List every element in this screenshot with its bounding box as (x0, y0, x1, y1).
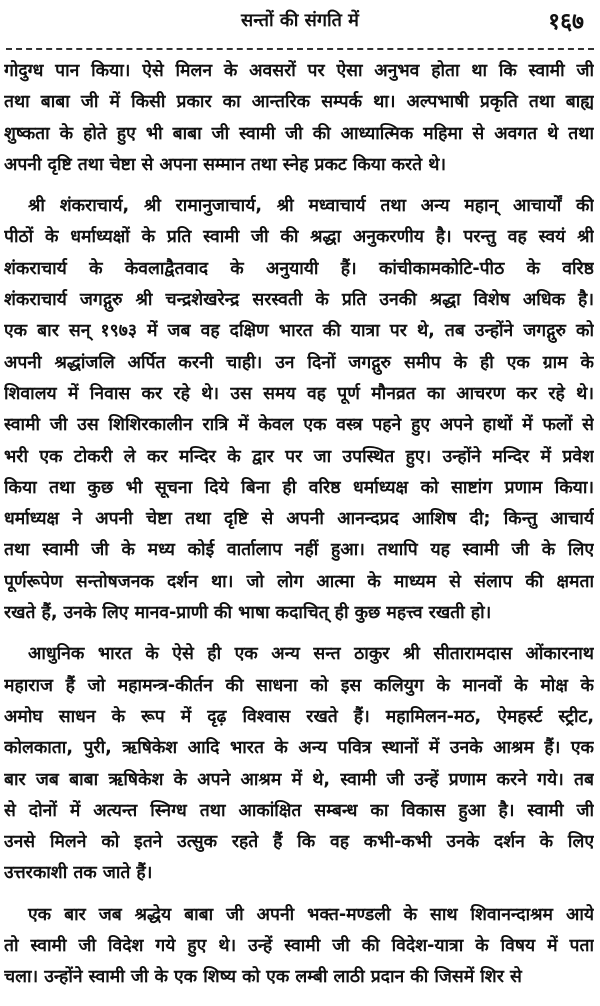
paragraph-gap (4, 890, 594, 900)
paragraph (4, 191, 594, 629)
text-line: शंकराचार्य के केवलाद्वैतवाद के अनुयायी हैं। कांचीकामकोटि-पीठ के वरिष्ठ (4, 258, 594, 279)
paragraph (4, 56, 594, 181)
page-header (0, 4, 600, 40)
text-line: श्री शंकराचार्य, श्री रामानुजाचार्य, श्री मध्वाचार्य तथा अन्य महान् आचार्यों की (28, 196, 594, 217)
text-line: किया तथा कुछ भी सूचना दिये बिना ही वरिष्ठ धर्माध्यक्ष को साष्टांग प्रणाम किया। (4, 477, 594, 498)
header-rule (6, 48, 594, 50)
paragraph (4, 900, 594, 994)
text-line: बार जब बाबा ऋषिकेश के अपने आश्रम में थे, स्वामी जी उन्हें प्रणाम करने गये। तब (4, 769, 594, 790)
paragraph (4, 639, 594, 889)
text-line: शिवालय में निवास कर रहे थे। उस समय वह पूर्ण मौनव्रत का आचरण कर रहे थे। (4, 383, 594, 404)
paragraph-gap (4, 181, 594, 191)
text-line: चला। उन्होंने स्वामी जी के एक शिष्य को एक लम्बी लाठी प्रदान की जिसमें शिर से (4, 967, 522, 988)
text-line: शंकराचार्य जगद्गुरु श्री चन्द्रशेखरेन्द्र सरस्वती के प्रति उनकी श्रद्धा विशेष अधिक है। (4, 290, 594, 311)
text-line: आधुनिक भारत के ऐसे ही एक अन्य सन्त ठाकुर श्री सीतारामदास ओंकारनाथ (28, 644, 594, 665)
text-line: तो स्वामी जी विदेश गये हुए थे। उन्हें स्वामी जी की विदेश-यात्रा के विषय में पता (4, 936, 594, 957)
running-title: सन्तों की संगति में (241, 10, 359, 31)
text-line: स्वामी जी उस शिशिरकालीन रात्रि में केवल एक वस्त्र पहने हुए अपने हाथों में फलों से (4, 415, 594, 436)
text-line: रखते हैं, उनके लिए मानव-प्राणी की भाषा कदाचित् ही कुछ महत्त्व रखती हो। (4, 603, 492, 624)
text-line: से दोनों में अत्यन्त स्निग्ध तथा आकांक्षित सम्बन्ध का विकास हुआ है। स्वामी जी (4, 800, 594, 821)
text-line: भरी एक टोकरी ले कर मन्दिर के द्वार पर जा उपस्थित हुए। उन्होंने मन्दिर में प्रवेश (4, 446, 594, 467)
text-line: एक बार सन् १९७३ में जब वह दक्षिण भारत की यात्रा पर थे, तब उन्होंने जगद्गुरु को (4, 321, 594, 342)
text-line: उनसे मिलने को इतने उत्सुक रहते हैं कि वह कभी-कभी उनके दर्शन के लिए (4, 832, 594, 853)
text-line: धर्माध्यक्ष ने अपनी चेष्टा तथा दृष्टि से अपनी आनन्दप्रद आशिष दी; किन्तु आचार्य (4, 509, 594, 530)
text-line: पीठों के धर्माध्यक्षों के प्रति स्वामी जी की श्रद्धा अनुकरणीय है। परन्तु वह स्वयं श्री (4, 227, 594, 248)
text-line: तथा बाबा जी में किसी प्रकार का आन्तरिक सम्पर्क था। अल्पभाषी प्रकृति तथा बाह्य (4, 92, 594, 113)
page-number: १६७ (548, 9, 584, 35)
text-line: एक बार जब श्रद्धेय बाबा जी अपनी भक्त-मण्डली के साथ शिवानन्दाश्रम आये (28, 904, 594, 925)
text-line: उत्तरकाशी तक जाते हैं। (4, 863, 153, 884)
text-line: शुष्कता के होते हुए भी बाबा जी स्वामी जी की आध्यात्मिक महिमा से अवगत थे तथा (4, 123, 594, 144)
text-line: अमोघ साधन के रूप में दृढ़ विश्वास रखते हैं। महामिलन-मठ, ऐमहर्स्ट स्ट्रीट, (4, 706, 594, 727)
text-line: कोलकाता, पुरी, ऋषिकेश आदि भारत के अन्य पवित्र स्थानों में उनके आश्रम हैं। एक (4, 738, 594, 759)
body-text (4, 56, 594, 994)
text-line: महाराज हैं जो महामन्त्र-कीर्तन की साधना को इस कलियुग के मानवों के मोक्ष के (4, 675, 594, 696)
text-line: अपनी दृष्टि तथा चेष्टा से अपना सम्मान तथा स्नेह प्रकट किया करते थे। (4, 154, 447, 175)
paragraph-gap (4, 629, 594, 639)
text-line: अपनी श्रद्धांजलि अर्पित करनी चाही। उन दिनों जगद्गुरु समीप के ही एक ग्राम के (4, 352, 594, 373)
text-line: तथा स्वामी जी के मध्य कोई वार्तालाप नहीं हुआ। तथापि यह स्वामी जी के लिए (4, 540, 594, 561)
text-line: गोदुग्ध पान किया। ऐसे मिलन के अवसरों पर ऐसा अनुभव होता था कि स्वामी जी (4, 61, 594, 81)
text-line: पूर्णरूपेण सन्तोषजनक दर्शन था। जो लोग आत्मा के माध्यम से संलाप की क्षमता (4, 571, 594, 592)
